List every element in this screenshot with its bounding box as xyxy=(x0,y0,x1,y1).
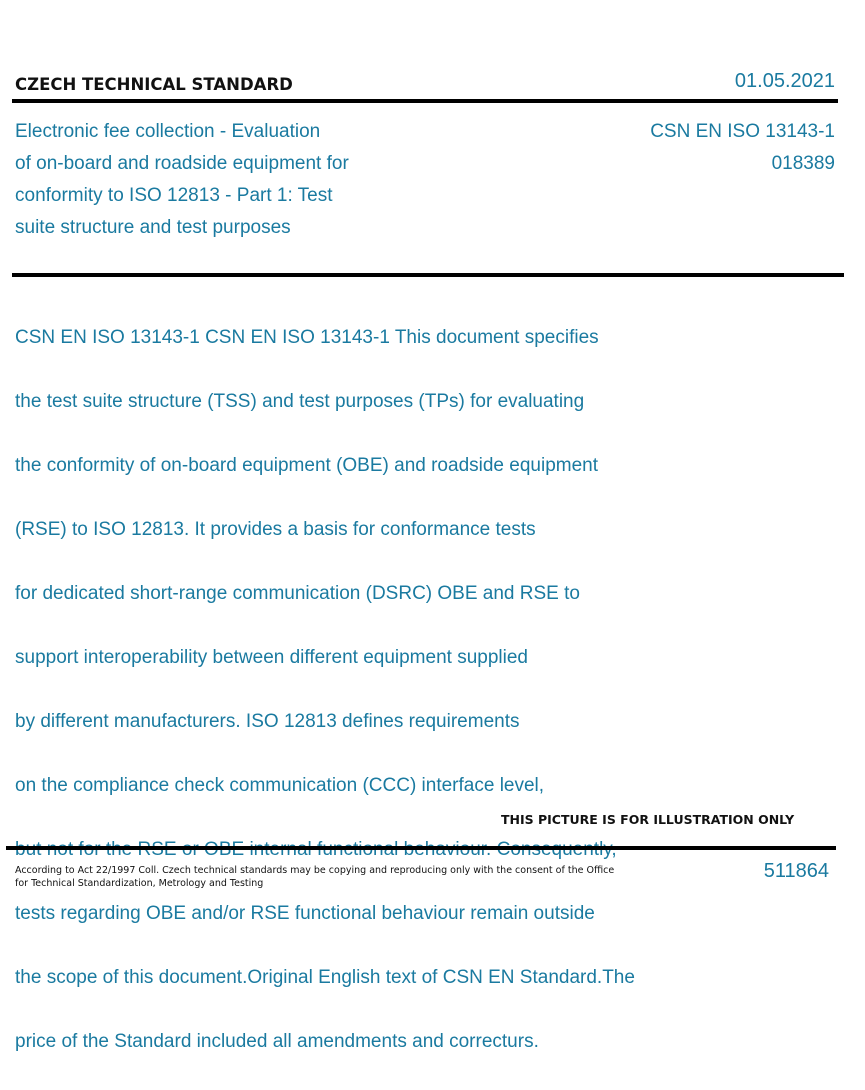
standard-code: CSN EN ISO 13143-1 xyxy=(650,121,835,142)
standard-identifier xyxy=(650,116,835,180)
legal-notice-line: According to Act 22/1997 Coll. Czech technical standards may be copying and reproducing only with the consent of the Office xyxy=(15,865,615,876)
footer-divider xyxy=(6,846,836,850)
title-line: conformity to ISO 12813 - Part 1: Test xyxy=(15,185,333,206)
description-line: on the compliance check communication (CCC) interface level, xyxy=(15,775,545,796)
description-line: (RSE) to ISO 12813. It provides a basis for conformance tests xyxy=(15,519,536,540)
description-line: the conformity of on-board equipment (OBE) and roadside equipment xyxy=(15,455,598,476)
illustration-disclaimer: THIS PICTURE IS FOR ILLUSTRATION ONLY xyxy=(501,812,795,827)
description-line: CSN EN ISO 13143-1 CSN EN ISO 13143-1 This document specifies xyxy=(15,327,599,348)
description-line: the test suite structure (TSS) and test purposes (TPs) for evaluating xyxy=(15,391,585,412)
description-line: support interoperability between different equipment supplied xyxy=(15,647,528,668)
standard-title xyxy=(15,116,435,244)
title-line: suite structure and test purposes xyxy=(15,217,291,238)
standard-description xyxy=(15,290,775,1090)
document-type-label: CZECH TECHNICAL STANDARD xyxy=(15,75,293,94)
catalog-number: 018389 xyxy=(771,153,835,174)
legal-notice-line: for Technical Standardization, Metrology and Testing xyxy=(15,878,264,889)
description-line: by different manufacturers. ISO 12813 defines requirements xyxy=(15,711,520,732)
description-line: price of the Standard included all amendments and correcturs. xyxy=(15,1031,539,1052)
title-divider xyxy=(12,273,844,277)
description-line: for dedicated short-range communication (DSRC) OBE and RSE to xyxy=(15,583,580,604)
title-line: Electronic fee collection - Evaluation xyxy=(15,121,321,142)
publication-date: 01.05.2021 xyxy=(734,70,835,92)
description-line: the scope of this document.Original English text of CSN EN Standard.The xyxy=(15,967,635,988)
footer-code: 511864 xyxy=(763,860,829,882)
header-divider xyxy=(12,99,838,103)
description-line xyxy=(15,834,775,866)
legal-notice xyxy=(15,864,615,890)
description-line: tests regarding OBE and/or RSE functional behaviour remain outside xyxy=(15,903,595,924)
title-line: of on-board and roadside equipment for xyxy=(15,153,349,174)
